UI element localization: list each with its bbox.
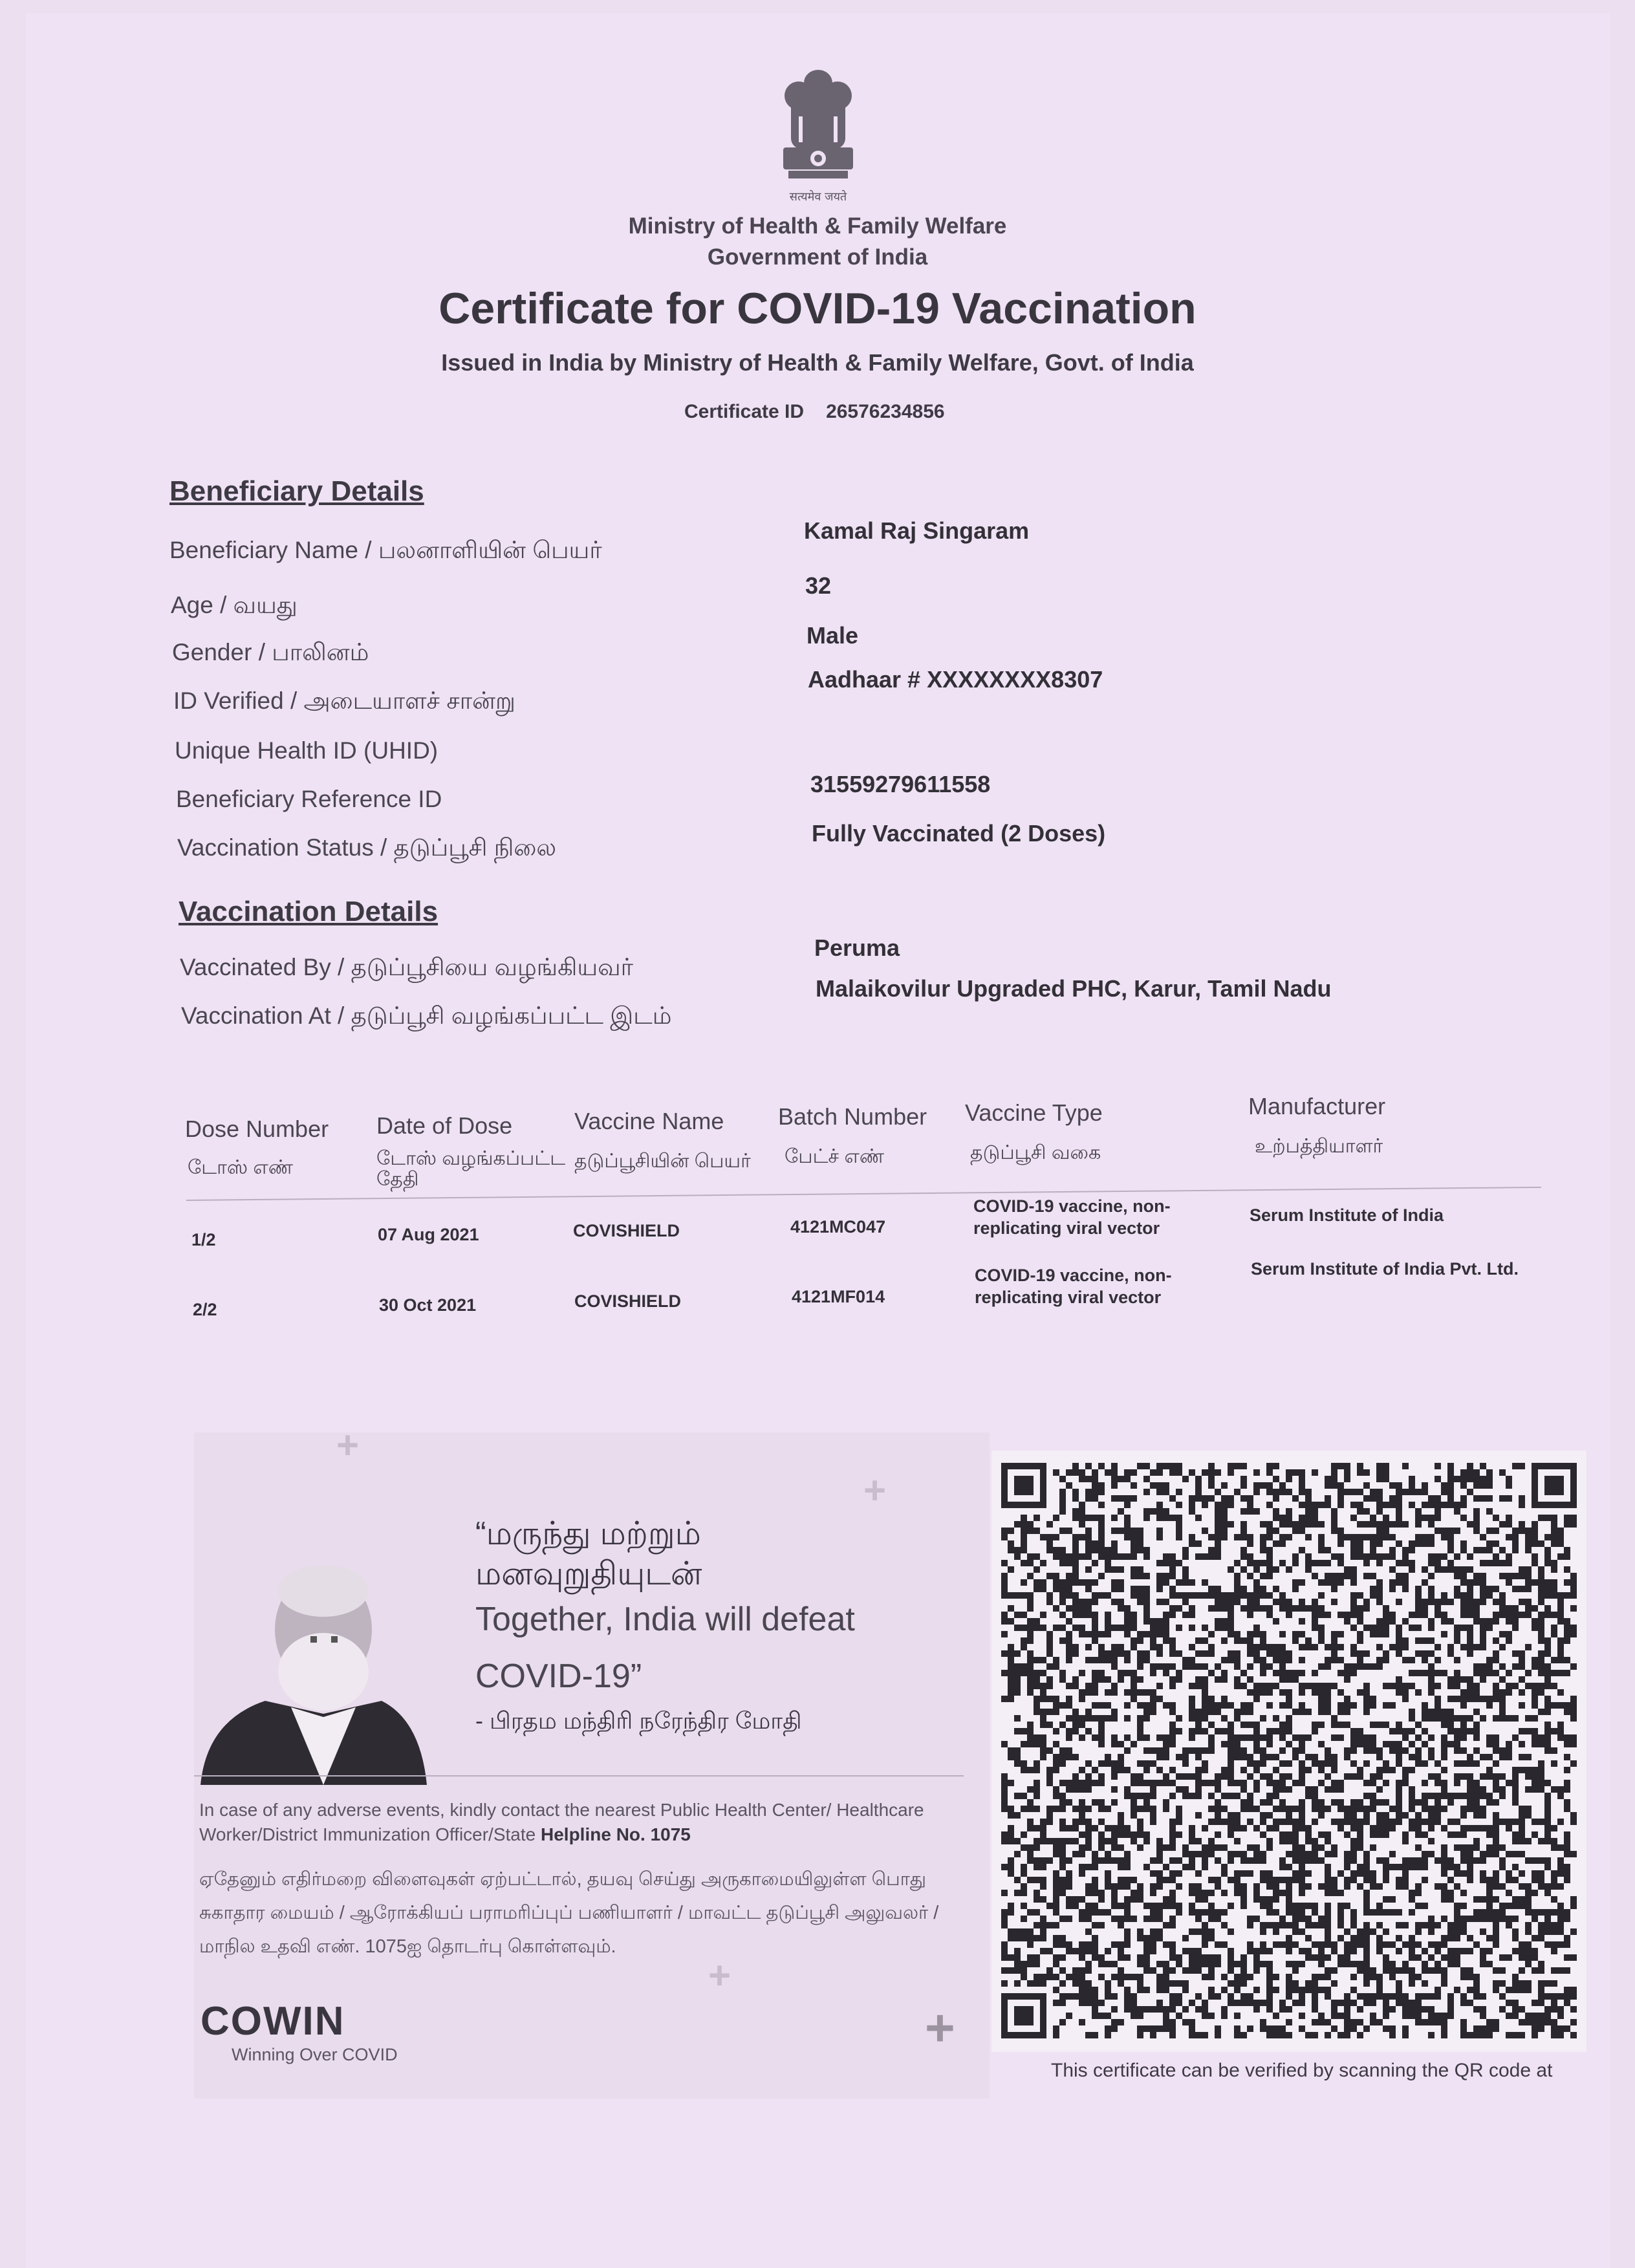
plus-icon: + [336, 1423, 360, 1467]
col-date-of-dose: Date of Dose [376, 1112, 513, 1139]
batch-number-cell: 4121MC047 [790, 1217, 886, 1237]
quote-tamil-line1: “மருந்து மற்றும் [475, 1515, 701, 1551]
gender-label: Gender / பாலினம் [172, 639, 369, 665]
vaccine-type-cell: COVID-19 vaccine, non-replicating viral vector [975, 1266, 1172, 1307]
qr-finder-pattern [1532, 1463, 1577, 1508]
plus-icon: + [708, 1954, 731, 1997]
verify-instruction: This certificate can be verified by scanning the QR code at [1051, 2060, 1553, 2081]
vaccination-at-value: Malaikovilur Upgraded PHC, Karur, Tamil Nadu [816, 975, 1332, 1002]
dose-number-cell: 2/2 [193, 1300, 217, 1319]
date-cell: 07 Aug 2021 [378, 1225, 479, 1244]
certificate-id-label: Certificate ID [684, 401, 805, 422]
ministry-heading [0, 211, 1635, 273]
dose-number-cell: 1/2 [191, 1230, 216, 1249]
col-vaccine-name: Vaccine Name [574, 1108, 724, 1134]
vaccinated-by-label: Vaccinated By / தடுப்பூசியை வழங்கியவர் [180, 954, 633, 980]
col-manufacturer-ta: உற்பத்தியாளர் [1255, 1136, 1383, 1157]
national-emblem-icon [766, 65, 870, 213]
emblem-motto: सत्यमेव जयते [789, 190, 847, 204]
col-dose-number-ta: டோஸ் எண் [188, 1157, 293, 1178]
advisory-english [199, 1798, 943, 1847]
beneficiary-name-value: Kamal Raj Singaram [804, 517, 1030, 544]
quote-divider [194, 1775, 964, 1777]
reference-id-label: Beneficiary Reference ID [176, 786, 442, 812]
pm-portrait [194, 1552, 427, 1785]
plus-icon: + [925, 1999, 955, 2057]
qr-finder-pattern [1001, 1463, 1046, 1508]
quote-english-line1: Together, India will defeat [475, 1601, 855, 1638]
age-label: Age / வயது [171, 592, 298, 618]
advisory-tamil: ஏதேனும் எதிர்மறை விளைவுகள் ஏற்பட்டால், தயவு செய்து அருகாமையிலுள்ள பொது சுகாதார மையம் / ஆரோக்கியப் பராமரிப்புப் பணியாளர் / மாவட்ட தடுப்பூசி அலுவலர் / மாநில உதவி எண். 1075ஐ தொடர்பு கொள்ளவும். [199, 1869, 939, 1957]
col-vaccine-type-ta: தடுப்பூசி வகை [970, 1142, 1101, 1163]
beneficiary-name-label: Beneficiary Name / பலனாளியின் பெயர் [169, 537, 602, 563]
certificate-id-value: 26576234856 [826, 401, 945, 422]
col-batch-number-ta: பேட்ச் எண் [785, 1146, 885, 1167]
reference-id-value: 31559279611558 [810, 771, 991, 797]
batch-number-cell: 4121MF014 [792, 1287, 885, 1306]
vaccine-name-cell: COVISHIELD [573, 1221, 680, 1240]
vaccinated-by-value: Peruma [814, 934, 900, 961]
cowin-logo: COWIN [200, 1999, 345, 2044]
gender-value: Male [807, 622, 859, 649]
col-vaccine-name-ta: தடுப்பூசியின் பெயர் [574, 1150, 751, 1172]
certificate-title: Certificate for COVID-19 Vaccination [439, 284, 1196, 333]
manufacturer-cell: Serum Institute of India Pvt. Ltd. [1251, 1259, 1519, 1279]
col-vaccine-type: Vaccine Type [965, 1099, 1103, 1126]
advisory-english-text: In case of any adverse events, kindly contact the nearest Public Health Center/ Healthcare Worker/District Immunization Officer/State [199, 1800, 924, 1844]
quote-attribution: - பிரதம மந்திரி நரேந்திர மோதி [475, 1707, 802, 1734]
issued-by: Issued in India by Ministry of Health & Family Welfare, Govt. of India [441, 349, 1194, 376]
uhid-label: Unique Health ID (UHID) [175, 737, 439, 764]
quote-english-line2: COVID-19” [475, 1658, 642, 1695]
plus-icon: + [863, 1469, 887, 1512]
certificate-id-row [684, 401, 945, 423]
id-verified-label: ID Verified / அடையாளச் சான்று [173, 687, 515, 714]
vaccination-at-label: Vaccination At / தடுப்பூசி வழங்கப்பட்ட இடம் [181, 1002, 672, 1029]
vaccination-status-value: Fully Vaccinated (2 Doses) [812, 820, 1106, 847]
quote-tamil [475, 1513, 702, 1593]
col-manufacturer: Manufacturer [1248, 1093, 1386, 1119]
vaccination-section-title: Vaccination Details [179, 896, 439, 927]
col-dose-number: Dose Number [185, 1116, 329, 1142]
date-cell: 30 Oct 2021 [379, 1295, 477, 1315]
col-date-of-dose-ta: டோஸ் வழங்கப்பட்ட தேதி [376, 1148, 566, 1190]
quote-english [475, 1591, 855, 1705]
qr-modules [1001, 1463, 1577, 2038]
id-verified-value: Aadhaar # XXXXXXXX8307 [808, 666, 1103, 693]
vaccine-type-cell: COVID-19 vaccine, non-replicating viral vector [973, 1196, 1171, 1238]
col-batch-number: Batch Number [778, 1103, 927, 1130]
ministry-line2: Government of India [707, 244, 928, 270]
vaccine-name-cell: COVISHIELD [574, 1291, 682, 1311]
cowin-tagline: Winning Over COVID [232, 2045, 398, 2064]
vaccination-status-label: Vaccination Status / தடுப்பூசி நிலை [177, 834, 557, 861]
age-value: 32 [805, 572, 832, 599]
quote-tamil-line2: மனவுறுதியுடன் [475, 1555, 702, 1592]
helpline-number: Helpline No. 1075 [541, 1824, 691, 1844]
ministry-line1: Ministry of Health & Family Welfare [628, 213, 1007, 239]
verification-qr-code[interactable] [1001, 1463, 1577, 2038]
beneficiary-section-title: Beneficiary Details [169, 475, 424, 507]
manufacturer-cell: Serum Institute of India [1250, 1205, 1444, 1225]
qr-finder-pattern [1001, 1993, 1046, 2038]
